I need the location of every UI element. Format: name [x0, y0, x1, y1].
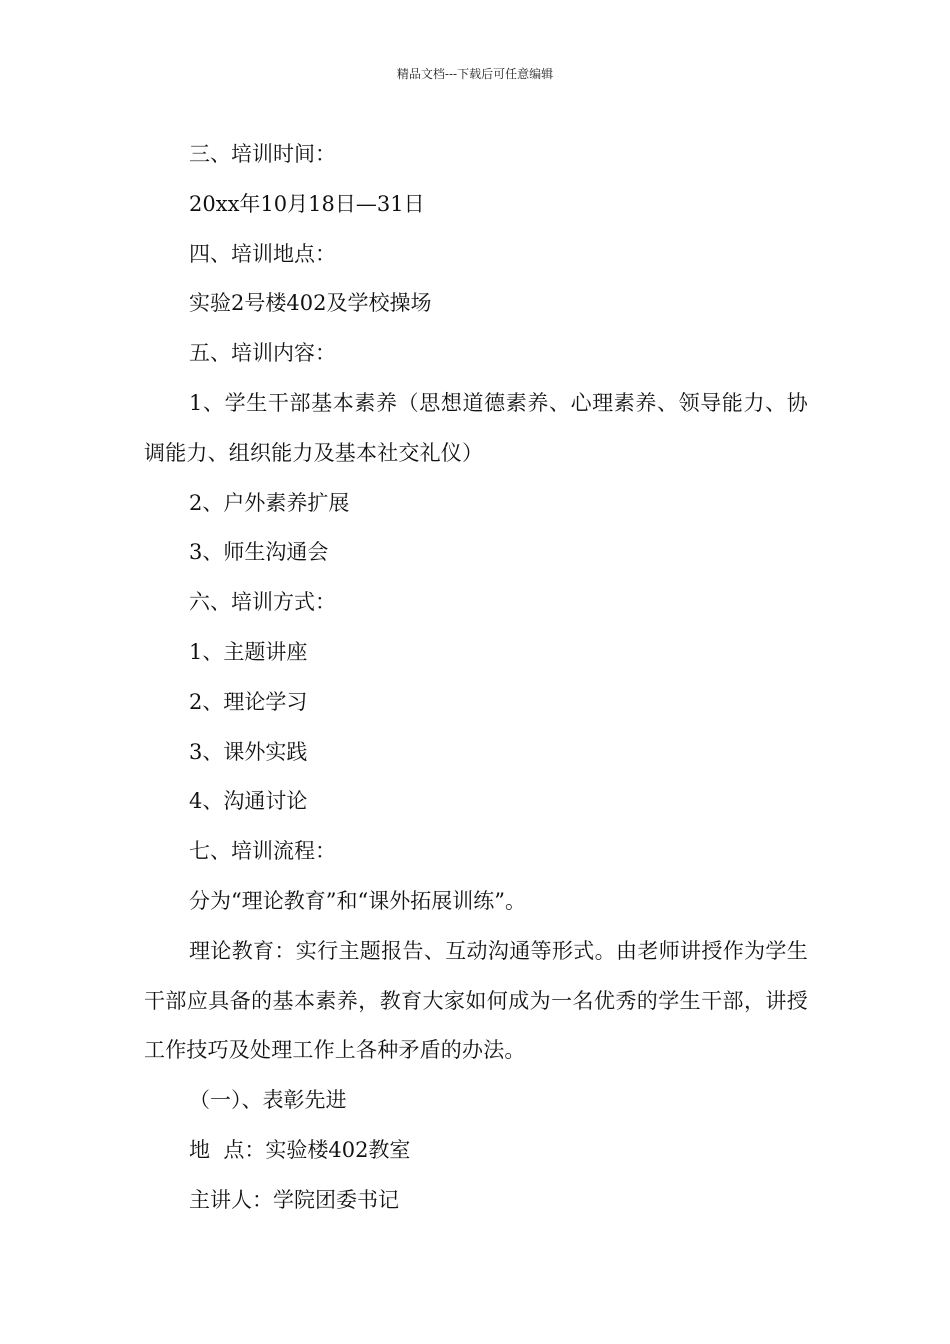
section-heading-training-process: 七、培训流程： [189, 839, 336, 864]
section-heading-training-content: 五、培训内容： [189, 341, 336, 366]
subsection-commendation: （一）、表彰先进 [189, 1088, 347, 1113]
training-content-item-2: 2、户外素养扩展 [189, 490, 350, 515]
training-method-item-3: 3、课外实践 [189, 739, 308, 764]
commendation-speaker: 主讲人：学院团委书记 [189, 1187, 399, 1212]
section-heading-training-method: 六、培训方式： [189, 590, 336, 615]
theory-education-paragraph: 理论教育：实行主题报告、互动沟通等形式。由老师讲授作为学生干部应具备的基本素养，教育大家如何成为一名优秀的学生干部，讲授工作技巧及处理工作上各种矛盾的办法。 [144, 938, 808, 1063]
commendation-location: 地 点：实验楼402教室 [189, 1137, 411, 1162]
training-process-summary: 分为“理论教育”和“课外拓展训练”。 [189, 888, 526, 913]
training-time-value: 20xx年10月18日—31日 [189, 191, 425, 216]
section-heading-training-location: 四、培训地点： [189, 241, 336, 266]
training-method-item-2: 2、理论学习 [189, 689, 308, 714]
training-location-value: 实验2号楼402及学校操场 [189, 291, 432, 316]
document-body [144, 130, 808, 1226]
training-method-item-4: 4、沟通讨论 [189, 789, 308, 814]
section-heading-training-time: 三、培训时间： [189, 142, 336, 166]
training-method-item-1: 1、主题讲座 [189, 639, 308, 664]
training-content-item-3: 3、师生沟通会 [189, 540, 329, 565]
training-content-item-1: 1、学生干部基本素养（思想道德素养、心理素养、领导能力、协调能力、组织能力及基本社交礼仪） [144, 390, 808, 465]
page-header: 精品文档---下载后可任意编辑 [396, 67, 554, 81]
